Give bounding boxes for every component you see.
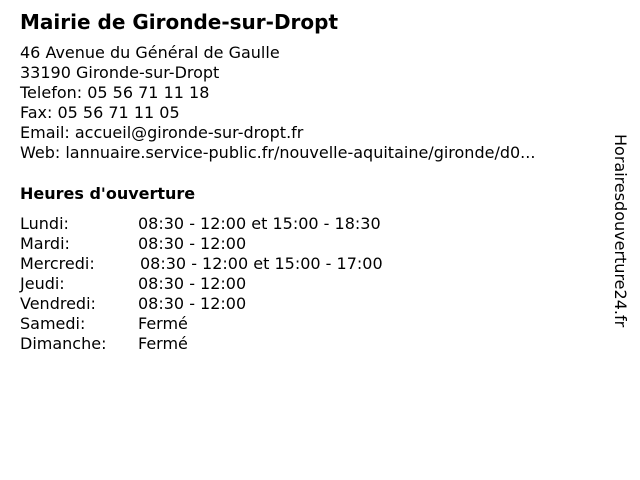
time-value: Fermé — [138, 314, 188, 333]
time-value: Fermé — [138, 334, 188, 353]
day-label: Lundi: — [20, 214, 69, 233]
address-street: 46 Avenue du Général de Gaulle — [20, 43, 280, 62]
day-label: Mardi: — [20, 234, 70, 253]
day-label: Dimanche: — [20, 334, 107, 353]
brand-watermark: Horairesdouverture24.fr — [611, 134, 630, 328]
day-label: Samedi: — [20, 314, 86, 333]
address-city: 33190 Gironde-sur-Dropt — [20, 63, 220, 82]
page-title: Mairie de Gironde-sur-Dropt — [20, 10, 339, 34]
email-address: Email: accueil@gironde-sur-dropt.fr — [20, 123, 304, 142]
opening-hours-heading: Heures d'ouverture — [20, 184, 196, 203]
time-value: 08:30 - 12:00 et 15:00 - 18:30 — [138, 214, 381, 233]
contact-block — [20, 43, 610, 163]
phone-number: Telefon: 05 56 71 11 18 — [20, 83, 210, 102]
time-value: 08:30 - 12:00 — [138, 234, 247, 253]
time-value: 08:30 - 12:00 et 15:00 - 17:00 — [140, 254, 383, 273]
time-value: 08:30 - 12:00 — [138, 274, 247, 293]
fax-number: Fax: 05 56 71 11 05 — [20, 103, 180, 122]
day-label: Mercredi: — [20, 254, 95, 273]
time-value: 08:30 - 12:00 — [138, 294, 247, 313]
website-link[interactable]: Web: lannuaire.service-public.fr/nouvelle-aquitaine/gironde/d0... — [20, 143, 536, 162]
day-label: Jeudi: — [20, 274, 65, 293]
day-label: Vendredi: — [20, 294, 96, 313]
